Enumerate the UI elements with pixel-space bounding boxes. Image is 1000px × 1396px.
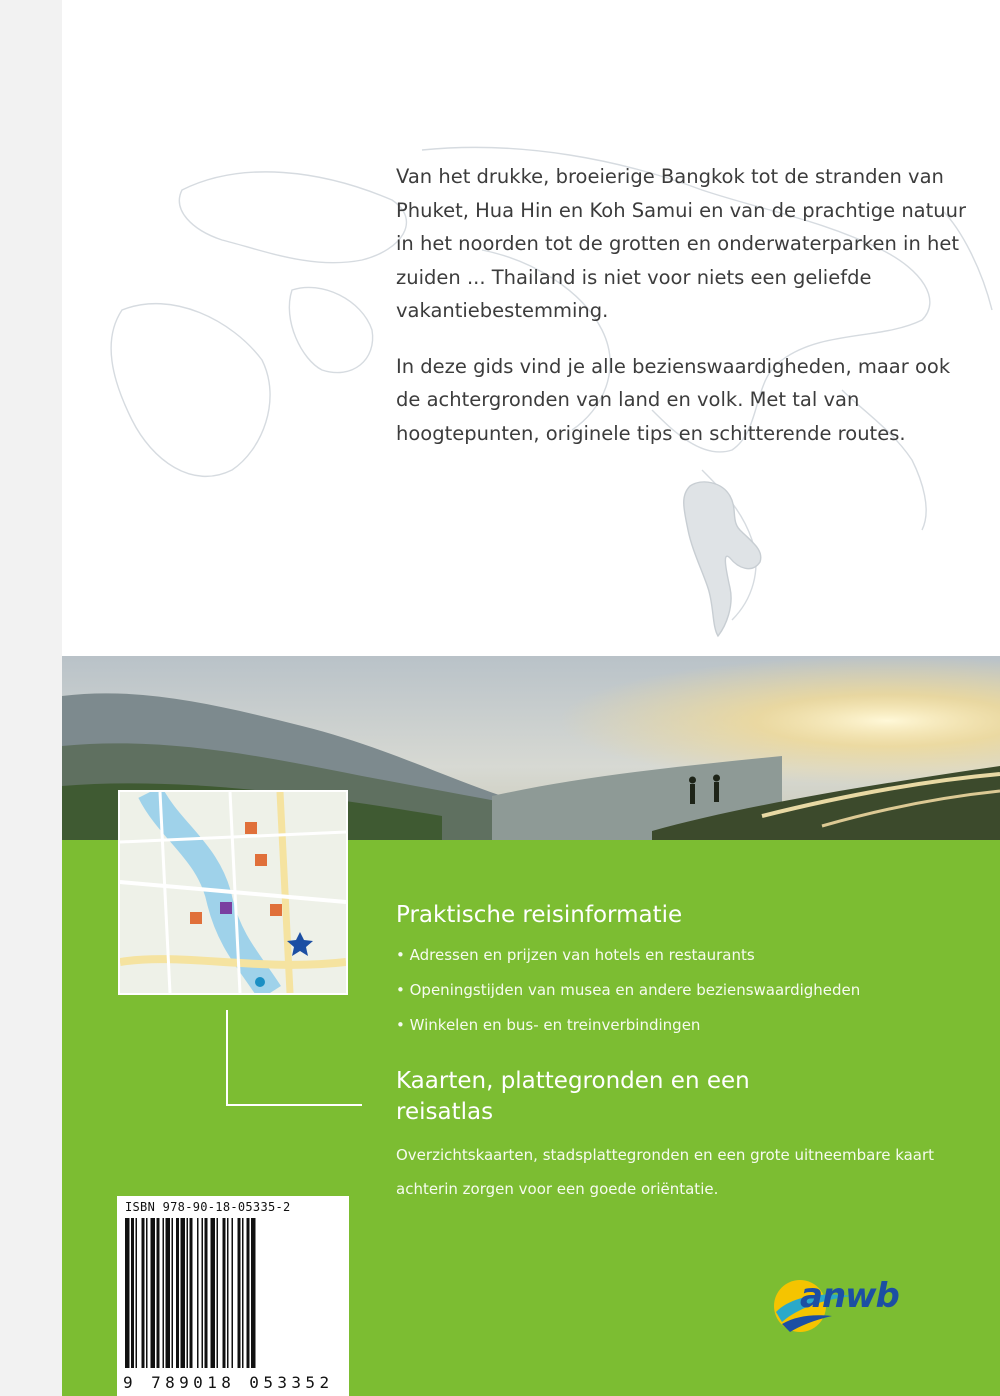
map-marker-icon (255, 854, 267, 866)
intro-text (396, 160, 976, 472)
map-marker-icon (190, 912, 202, 924)
map-marker-icon (245, 822, 257, 834)
map-marker-icon (270, 904, 282, 916)
leader-line (226, 1104, 362, 1106)
list-item: • Openingstijden van musea en andere bezienswaardigheden (396, 973, 986, 1008)
list-item: • Adressen en prijzen van hotels en restaurants (396, 938, 986, 973)
ean-number: 9 789018 053352 (123, 1373, 334, 1392)
intro-paragraph-2: In deze gids vind je alle bezienswaardigheden, maar ook de achtergronden van land en volk. Met tal van hoogtepunten, originele tips en schitterende routes. (396, 354, 951, 445)
thailand-shape-icon (684, 482, 761, 636)
maps-description: Overzichtskaarten, stadsplattegronden en een grote uitneembare kaart achterin zorgen voor een goede oriëntatie. (396, 1146, 935, 1198)
map-marker-icon (255, 977, 265, 987)
anwb-logo (762, 1266, 932, 1346)
isbn-label: ISBN 978-90-18-05335-2 (125, 1200, 291, 1214)
map-marker-icon (220, 902, 232, 914)
list-item: • Winkelen en bus- en treinverbindingen (396, 1008, 986, 1043)
barcode-bars-icon (125, 1218, 341, 1368)
city-map-thumbnail (118, 790, 348, 995)
barcode (117, 1196, 349, 1396)
maps-title: Kaarten, plattegronden en een reisatlas (396, 1068, 750, 1125)
practical-info-list (396, 938, 986, 1043)
intro-paragraph-1: Van het drukke, broeierige Bangkok tot de stranden van Phuket, Hua Hin en Koh Samui en van de prachtige natuur in het noorden tot de grotten en onderwaterparken in het zuiden ... Thailand is niet voor niets een geliefde vakantiebestemming. (396, 165, 967, 322)
leader-line (226, 1010, 228, 1106)
logo-text: anwb (800, 1276, 899, 1316)
practical-info-title: Praktische reisinformatie (396, 902, 683, 928)
book-back-cover (62, 0, 1000, 1396)
